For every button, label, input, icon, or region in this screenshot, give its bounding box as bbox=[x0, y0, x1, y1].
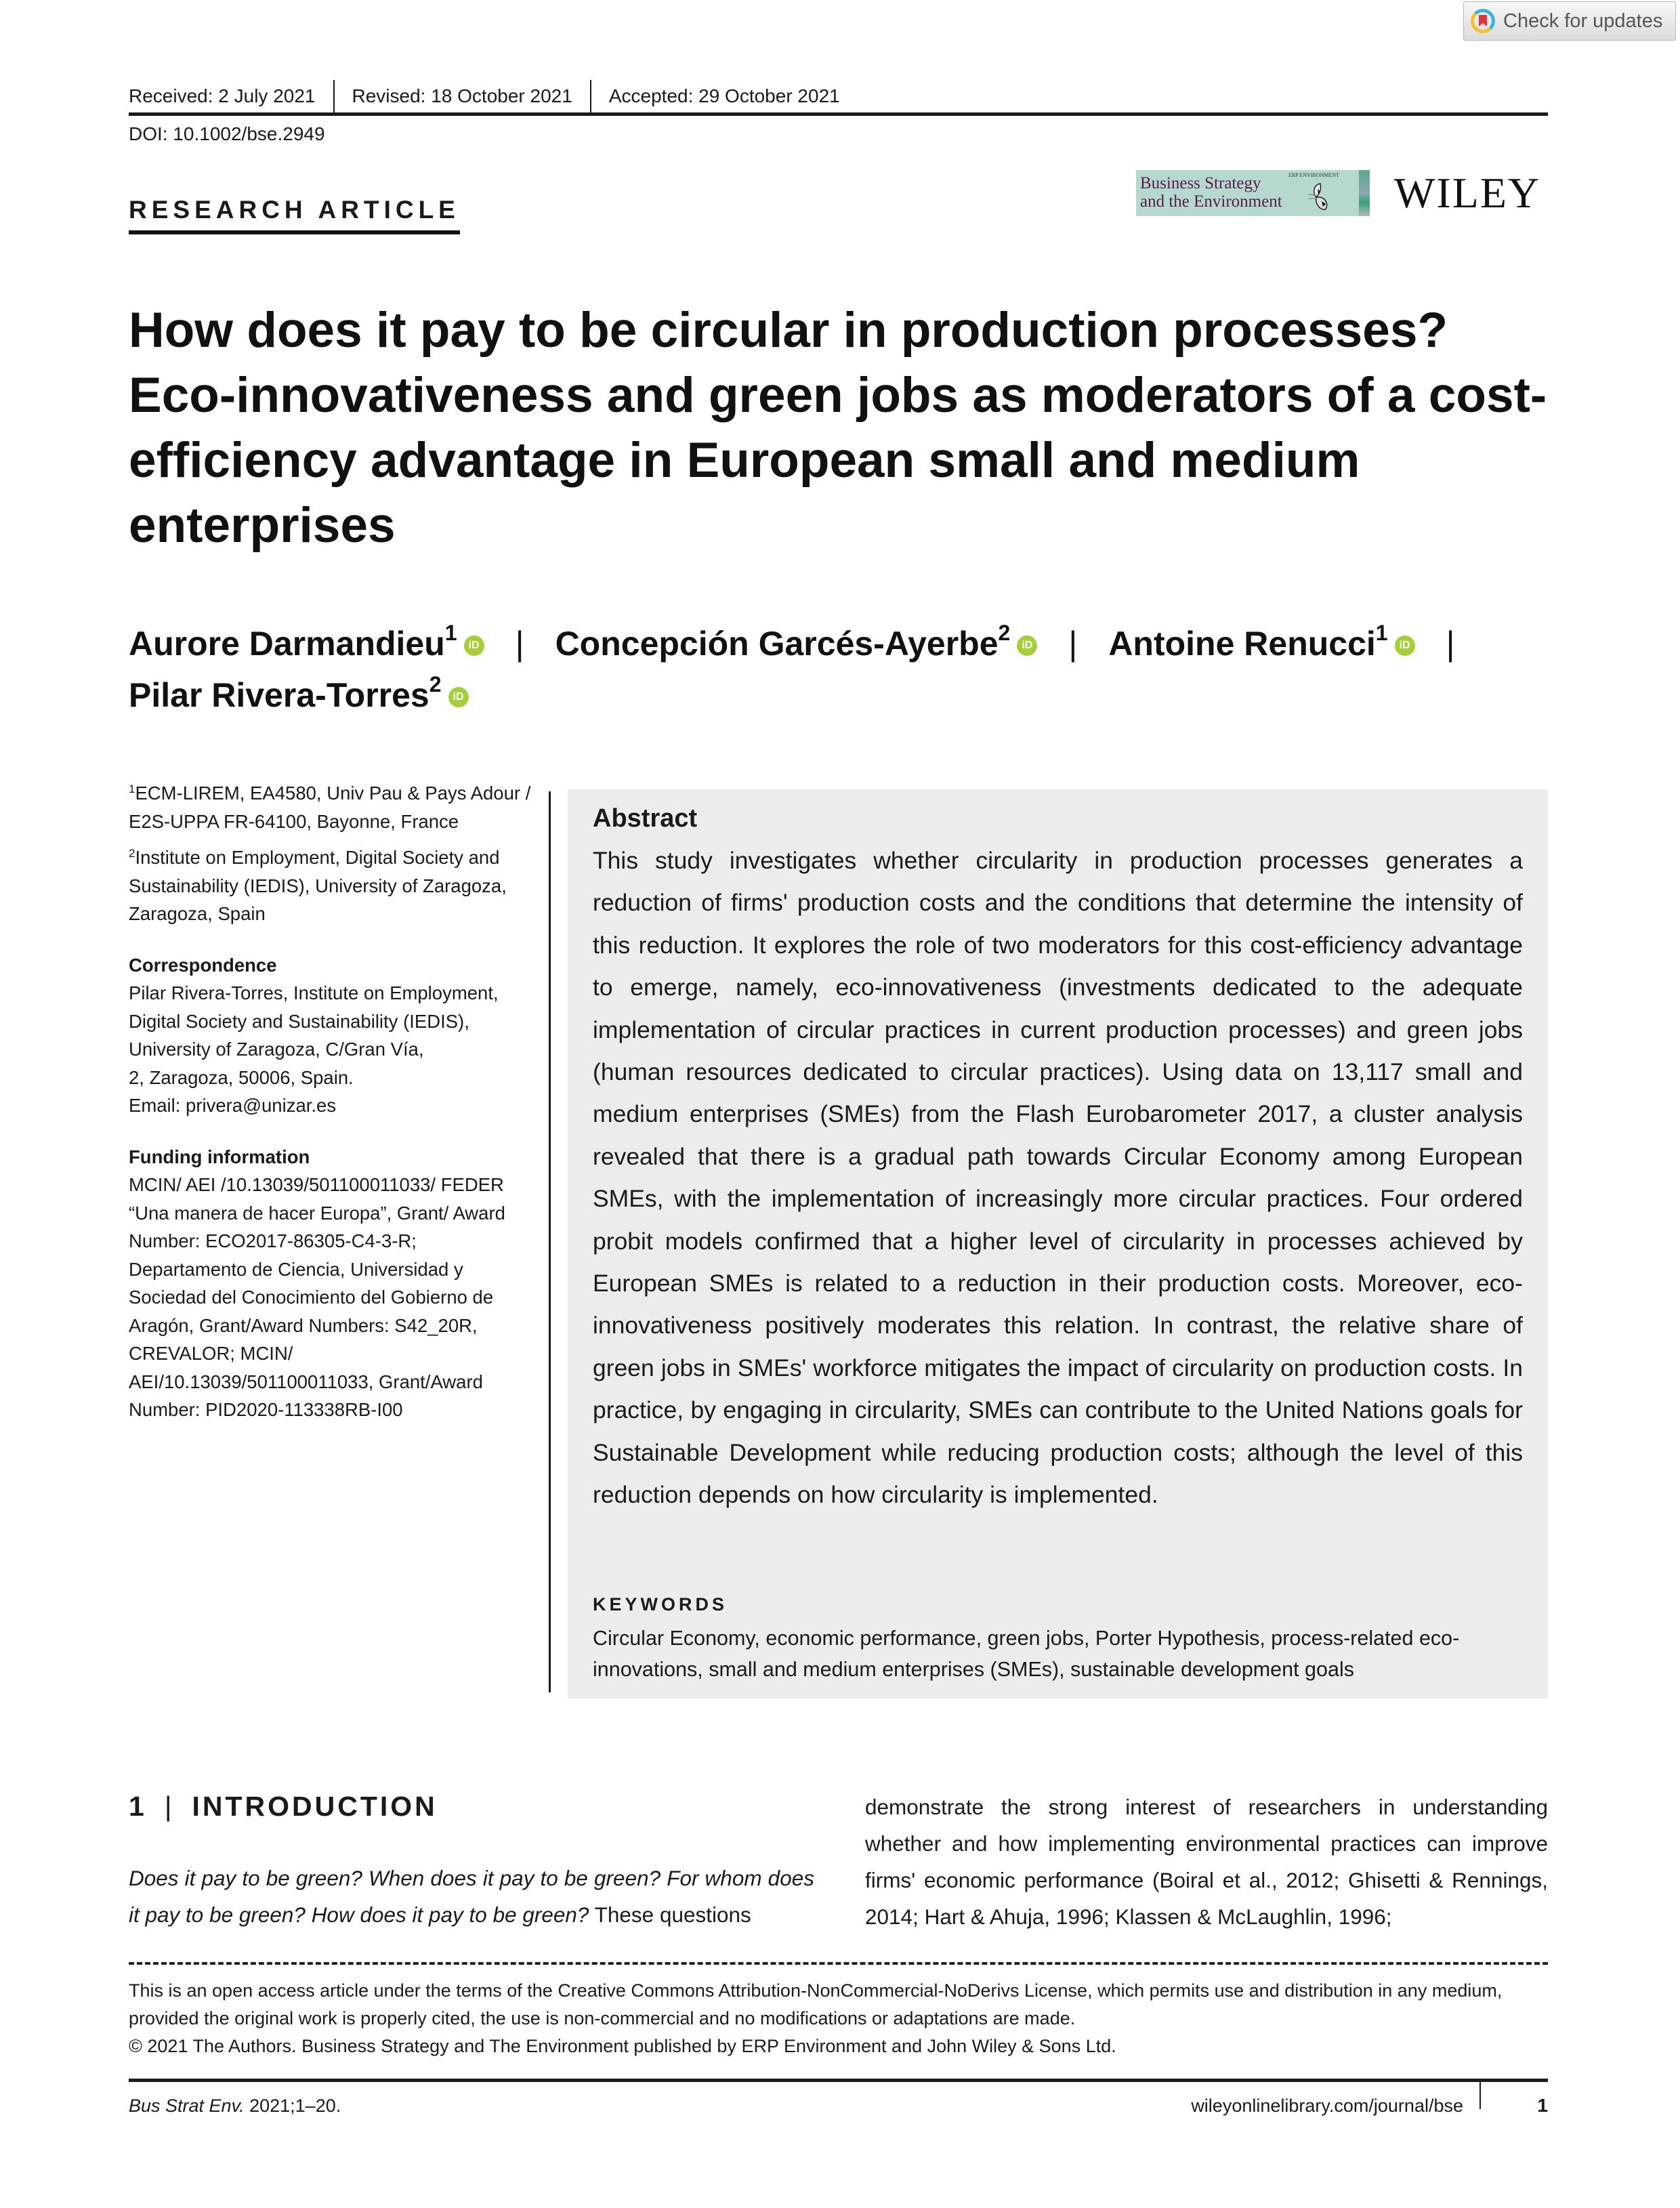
author[interactable] bbox=[129, 621, 484, 663]
page-number: 1 bbox=[1537, 2095, 1548, 2116]
butterfly-icon bbox=[1307, 181, 1341, 213]
wiley-logo[interactable]: WILEY bbox=[1394, 169, 1541, 217]
affiliation-number: 1 bbox=[129, 782, 135, 795]
journal-logo[interactable] bbox=[1136, 170, 1370, 216]
affiliation-marker: 1 bbox=[444, 621, 457, 645]
intro-text-start: These questions bbox=[594, 1902, 751, 1927]
orcid-icon[interactable]: iD bbox=[1017, 636, 1037, 656]
author-list bbox=[129, 618, 1551, 721]
check-for-updates-button[interactable] bbox=[1463, 1, 1676, 41]
section-separator: | bbox=[164, 1791, 172, 1822]
correspondence bbox=[129, 951, 535, 1120]
correspondence-heading: Correspondence bbox=[129, 954, 277, 976]
orcid-icon[interactable]: iD bbox=[448, 687, 469, 707]
license-notice bbox=[129, 1977, 1548, 2060]
column-divider bbox=[549, 791, 551, 1692]
affiliation bbox=[129, 843, 535, 928]
section-title: INTRODUCTION bbox=[192, 1791, 438, 1822]
footer-citation bbox=[129, 2092, 341, 2119]
funding-heading: Funding information bbox=[129, 1146, 310, 1167]
journal-logo-text bbox=[1140, 174, 1282, 211]
author-separator: | bbox=[1068, 625, 1078, 663]
author[interactable] bbox=[1108, 621, 1414, 663]
article-info-column bbox=[129, 779, 535, 1432]
section-number: 1 bbox=[129, 1791, 144, 1822]
author[interactable] bbox=[555, 621, 1038, 663]
copyright-text: © 2021 The Authors. Business Strategy and The Environment published by ERP Environment and John Wiley & Sons Ltd. bbox=[129, 2036, 1116, 2056]
journal-url[interactable]: wileyonlinelibrary.com/journal/bse bbox=[1191, 2096, 1463, 2116]
correspondence-text: Pilar Rivera-Torres, Institute on Employment, Digital Society and Sustainability (IEDIS), University of Zaragoza, C/Gran Vía, bbox=[129, 982, 499, 1060]
orcid-icon[interactable]: iD bbox=[464, 636, 484, 656]
accepted-date: Accepted: 29 October 2021 bbox=[590, 80, 858, 112]
doi[interactable]: DOI: 10.1002/bse.2949 bbox=[129, 123, 325, 144]
footnote-divider bbox=[129, 1962, 1548, 1965]
license-text: This is an open access article under the terms of the Creative Commons Attribution-NonCommercial-NoDerivs License, which permits use and distribution in any medium, provided the original work is properly cited, the use is non-commercial and no modifications or adaptations are made. bbox=[129, 1980, 1503, 2028]
abstract-heading: Abstract bbox=[593, 804, 698, 833]
citation-range: 2021;1–20. bbox=[249, 2096, 341, 2116]
correspondence-address: 2, Zaragoza, 50006, Spain. bbox=[129, 1066, 354, 1088]
received-date: Received: 2 July 2021 bbox=[129, 85, 316, 106]
journal-abbreviation: Bus Strat Env. bbox=[129, 2096, 245, 2116]
journal-logo-strip bbox=[1359, 170, 1370, 216]
abstract-box bbox=[568, 789, 1548, 1699]
affiliation-marker: 1 bbox=[1375, 621, 1388, 645]
author-name: Antoine Renucci bbox=[1108, 625, 1376, 663]
author[interactable] bbox=[129, 672, 469, 714]
author-separator: | bbox=[1446, 625, 1455, 663]
affiliation-marker: 2 bbox=[429, 672, 442, 696]
revised-date: Revised: 18 October 2021 bbox=[333, 80, 590, 112]
author-separator: | bbox=[515, 625, 524, 663]
article-title: How does it pay to be circular in production processes? Eco-innovativeness and green jobs as moderators of a cost-efficiency advantage in European small and medium enterprises bbox=[129, 303, 1547, 553]
keywords-heading: KEYWORDS bbox=[593, 1594, 728, 1615]
affiliation-number: 2 bbox=[129, 846, 135, 860]
author-name: Concepción Garcés-Ayerbe bbox=[555, 625, 999, 663]
keywords-text: Circular Economy, economic performance, green jobs, Porter Hypothesis, process-related eco-innovations, small and medium enterprises (SMEs), sustainable development goals bbox=[593, 1627, 1460, 1681]
affiliation-text: Institute on Employment, Digital Society and Sustainability (IEDIS), University of Zaragoza, Zaragoza, Spain bbox=[129, 847, 507, 924]
journal-logo-line1: Business Strategy bbox=[1140, 174, 1261, 192]
author-name: Pilar Rivera-Torres bbox=[129, 676, 429, 714]
funding bbox=[129, 1143, 535, 1424]
article-history bbox=[129, 80, 1548, 116]
section-heading-introduction bbox=[129, 1789, 438, 1824]
affiliation-marker: 2 bbox=[998, 621, 1011, 645]
footer-separator bbox=[1479, 2081, 1481, 2109]
correspondence-email[interactable]: Email: privera@unizar.es bbox=[129, 1095, 337, 1116]
intro-questions: Does it pay to be green? When does it pay to be green? For whom does it pay to be green? How does it pay to be green? bbox=[129, 1866, 814, 1927]
check-for-updates-label: Check for updates bbox=[1503, 9, 1663, 32]
abstract-text: This study investigates whether circularity in production processes generates a reduction of firms' production costs and the conditions that determine the intensity of this reduction. It explores the role of two moderators for this cost-efficiency advantage to emerge, namely, eco-innovativeness (investments dedicated to the adequate implementation of circular practices in current production processes) and green jobs (human resources dedicated to circular practices). Using data on 13,117 small and medium enterprises (SMEs) from the Flash Eurobarometer 2017, a cluster analysis revealed that there is a gradual path towards Circular Economy among European SMEs, with the implementation of increasingly more circular practices. Four ordered probit models confirmed that a higher level of circularity in processes achieved by European SMEs is related to a reduction in their production costs. Moreover, eco-innovativeness positively moderates this relation. In contrast, the relative share of green jobs in SMEs' workforce mitigates the impact of circularity on production costs. In practice, by engaging in circularity, SMEs can contribute to the United Nations goals for Sustainable Development while reducing production costs; although the level of this reduction depends on how circularity is implemented. bbox=[593, 847, 1523, 1509]
orcid-icon[interactable]: iD bbox=[1395, 636, 1415, 656]
footer-rule bbox=[129, 2079, 1548, 2082]
author-name: Aurore Darmandieu bbox=[129, 625, 445, 663]
intro-paragraph-right: demonstrate the strong interest of researchers in understanding whether and how implementing environmental practices can improve firms' economic performance (Boiral et al., 2012; Ghisetti & Rennings, 2014; Hart & Ahuja, 1996; Klassen & McLaughlin, 1996; bbox=[865, 1795, 1548, 1929]
crossmark-icon bbox=[1471, 9, 1495, 33]
funding-text: MCIN/ AEI /10.13039/501100011033/ FEDER “Una manera de hacer Europa”, Grant/ Award Number: ECO2017-86305-C4-3-R; Departamento de Ciencia, Universidad y Sociedad del Conocimiento del Gobierno de Aragón, Grant/Award Numbers: S42_20R, CREVALOR; MCIN/ AEI/10.13039/501100011033, Grant/Award Number: PID2020-113338RB-I00 bbox=[129, 1174, 505, 1420]
article-type: RESEARCH ARTICLE bbox=[129, 194, 460, 234]
affiliation bbox=[129, 779, 535, 835]
erp-tag: ERP ENVIRONMENT bbox=[1288, 172, 1340, 178]
intro-paragraph-left bbox=[129, 1860, 814, 1933]
affiliation-text: ECM-LIREM, EA4580, Univ Pau & Pays Adour / E2S-UPPA FR-64100, Bayonne, France bbox=[129, 783, 531, 832]
journal-logo-line2: and the Environment bbox=[1140, 192, 1282, 211]
